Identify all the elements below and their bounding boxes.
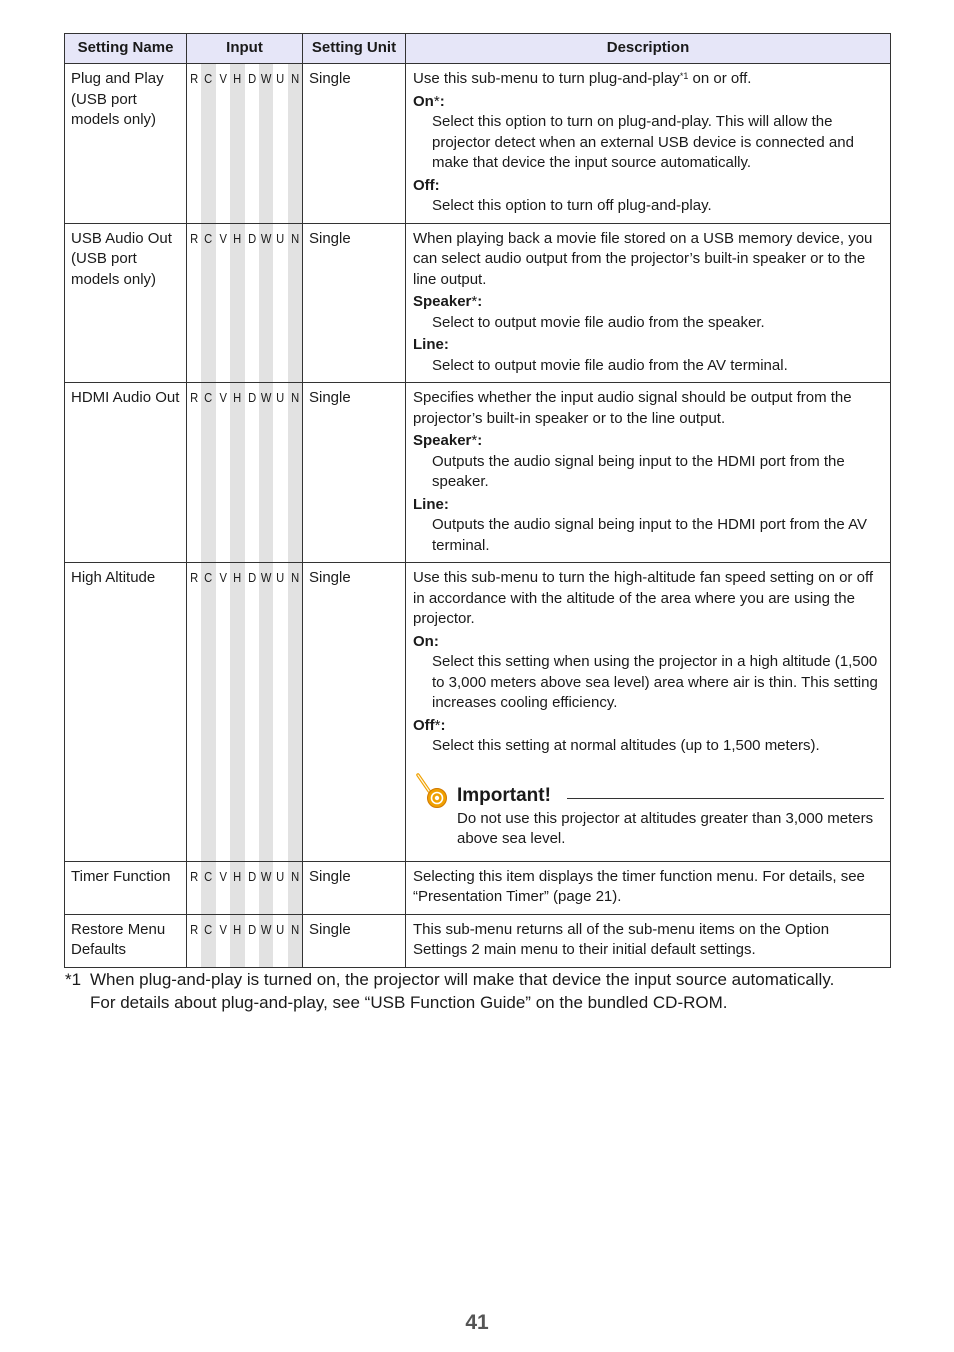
input-code: V (219, 921, 227, 937)
input-code: D (247, 71, 256, 86)
input-cell (187, 861, 303, 914)
input-code: U (276, 390, 285, 405)
input-code: N (290, 230, 299, 246)
input-code: N (290, 570, 299, 585)
setting-unit: Single (303, 914, 406, 967)
table-row (65, 563, 891, 862)
description (406, 563, 891, 862)
footnote-ref: *1 (679, 71, 689, 81)
input-cell (187, 914, 303, 967)
input-code: N (290, 921, 299, 937)
important-icon (413, 771, 455, 813)
input-code: W (260, 390, 272, 405)
header-row (65, 34, 891, 64)
input-code: W (260, 230, 272, 246)
footnote (65, 968, 845, 1014)
setting-name: Plug and Play (USB port models only) (65, 64, 187, 224)
table-row (65, 861, 891, 914)
input-cell (187, 383, 303, 563)
setting-name: Restore Menu Defaults (65, 914, 187, 967)
input-cell (187, 563, 303, 862)
input-code: V (219, 570, 227, 585)
option-label: Line: (413, 336, 449, 353)
footnote-text: When plug-and-play is turned on, the projector will make that device the input source automatically. For details about plug-and-play, see “USB Function Guide” on the bundled CD-ROM. (90, 970, 835, 1012)
description-intro: Use this sub-menu to turn the high-altitude fan speed setting on or off in accordance with the altitude of the area where you are using the projector. (413, 569, 874, 627)
setting-unit: Single (303, 861, 406, 914)
input-code: R (190, 390, 199, 405)
footnote-mark: *1 (65, 970, 82, 989)
settings-table (64, 33, 891, 968)
setting-unit: Single (303, 223, 406, 383)
input-code: R (190, 868, 199, 884)
input-code: H (233, 71, 242, 86)
option-text: Outputs the audio signal being input to the HDMI port from the AV terminal. (432, 516, 867, 554)
input-code: C (204, 71, 213, 86)
header-input: Input (187, 34, 303, 64)
input-code: V (219, 230, 227, 246)
input-cell (187, 64, 303, 224)
input-code: V (219, 390, 227, 405)
description (406, 223, 891, 383)
input-code: W (260, 570, 272, 585)
input-code: W (260, 868, 272, 884)
option-text: Select to output movie file audio from the AV terminal. (432, 356, 788, 374)
input-code: D (247, 868, 256, 884)
input-code: D (247, 230, 256, 246)
important-rule (567, 798, 884, 799)
setting-name: USB Audio Out (USB port models only) (65, 223, 187, 383)
setting-name: High Altitude (65, 563, 187, 862)
option-label: On: (413, 632, 439, 650)
option-label: Speaker*: (413, 293, 483, 310)
input-code: R (190, 230, 199, 246)
input-code: H (233, 868, 242, 884)
option-label: On*: (413, 92, 445, 110)
input-code: U (276, 230, 285, 246)
option-label: Line: (413, 495, 449, 513)
important-text: Do not use this projector at altitudes greater than 3,000 meters above sea level. (457, 809, 874, 847)
input-code: C (204, 921, 213, 937)
header-setting-unit: Setting Unit (303, 34, 406, 64)
description-intro: Specifies whether the input audio signal should be output from the projector’s built-in speaker or to the line output. (413, 389, 852, 427)
input-code: D (247, 390, 256, 405)
input-code: R (190, 71, 199, 86)
input-code: U (276, 570, 285, 585)
option-text: Select this option to turn on plug-and-play. This will allow the projector detect when an external USB device is connected and make that device the input source automatically. (432, 113, 854, 171)
description-intro: When playing back a movie file stored on a USB memory device, you can select audio output from the projector’s built-in speaker or to the line output. (413, 229, 873, 288)
description (406, 914, 891, 967)
option-text: Outputs the audio signal being input to the HDMI port from the speaker. (432, 452, 845, 490)
option-label: Speaker*: (413, 432, 483, 449)
setting-name: Timer Function (65, 861, 187, 914)
input-code: H (233, 230, 242, 246)
input-code: D (247, 921, 256, 937)
input-code: W (260, 921, 272, 937)
page-number: 41 (465, 1311, 489, 1334)
option-text: Select this option to turn off plug-and-play. (432, 197, 712, 214)
input-code: N (290, 71, 299, 86)
option-label: Off*: (413, 716, 446, 734)
input-code: D (247, 570, 256, 585)
input-code: N (290, 390, 299, 405)
table-row (65, 383, 891, 563)
input-code: U (276, 868, 285, 884)
input-code: N (290, 868, 299, 884)
input-code: R (190, 570, 199, 585)
important-note (413, 771, 884, 855)
option-label: Off: (413, 176, 440, 194)
input-code: U (276, 921, 285, 937)
description-intro: This sub-menu returns all of the sub-menu items on the Option Settings 2 main menu to their initial default settings. (413, 920, 830, 958)
setting-name: HDMI Audio Out (65, 383, 187, 563)
option-text: Select this setting at normal altitudes (up to 1,500 meters). (432, 737, 820, 754)
input-code: H (233, 570, 242, 585)
important-title: Important! (457, 784, 551, 806)
description-intro: Use this sub-menu to turn plug-and-play$^{*1}$ on or off. (413, 70, 752, 87)
description-intro: Selecting this item displays the timer function menu. For details, see “Presentation Timer” (page 21). (413, 867, 865, 905)
table-row (65, 914, 891, 967)
input-code: V (219, 71, 227, 86)
input-code: C (204, 390, 213, 405)
header-setting-name: Setting Name (65, 34, 187, 64)
input-code: H (233, 390, 242, 405)
input-cell (187, 223, 303, 383)
input-code: C (204, 230, 213, 246)
setting-unit: Single (303, 563, 406, 862)
description (406, 64, 891, 224)
header-description: Description (406, 34, 891, 64)
setting-unit: Single (303, 64, 406, 224)
input-code: C (204, 868, 213, 884)
description (406, 861, 891, 914)
description (406, 383, 891, 563)
setting-unit: Single (303, 383, 406, 563)
option-text: Select to output movie file audio from the speaker. (432, 313, 765, 331)
table-row (65, 223, 891, 383)
input-code: W (260, 71, 272, 86)
table-row (65, 64, 891, 224)
input-code: U (276, 71, 285, 86)
input-code: H (233, 921, 242, 937)
input-code: R (190, 921, 199, 937)
input-code: C (204, 570, 213, 585)
input-code: V (219, 868, 227, 884)
option-text: Select this setting when using the projector in a high altitude (1,500 to 3,000 meters above sea level) area where air is thin. This setting increases cooling efficiency. (432, 653, 878, 711)
